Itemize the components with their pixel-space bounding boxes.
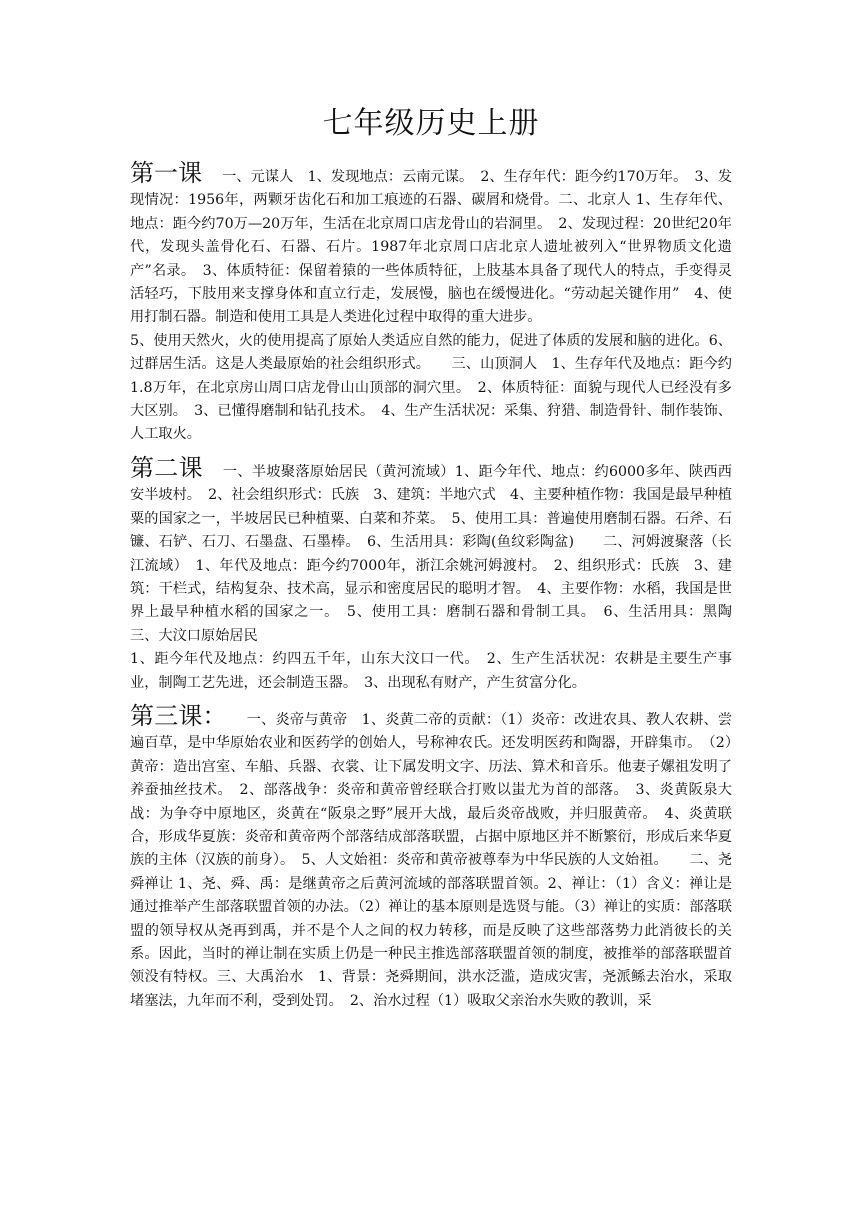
- document-page: [130, 100, 761, 1019]
- lesson-2-paragraph-1: [130, 453, 761, 648]
- document-title: 七年级历史上册: [322, 106, 540, 141]
- lesson-3: [130, 701, 732, 1013]
- lesson-2-text-1: 一、半坡聚落原始居民（黄河流域）1、距今年代、地点：约6000多年、陕西西安半坡村。 2、社会组织形式：氏族 3、建筑：半地穴式 4、主要种植作物：我国是最早种植粟的国家之一，半坡居民已种植粟、白菜和芥菜。 5、使用工具：普遍使用磨制石器。石斧、石镰、石铲、石刀、石墨盘、石墨棒。 6、生活用具：彩陶(鱼纹彩陶盆) 二、河姆渡聚落（长江流域） 1、年代及地点：距今约7000年，浙江余姚河姆渡村。 2、组织形式：氏族 3、建筑：干栏式，结构复杂、技术高，显示和密度居民的聪明才智。 4、主要作物：水稻，我国是世界上最早种植水稻的国家之一。 5、使用工具：磨制石器和骨制工具。 6、生活用具：黑陶 三、大汶口原始居民: [130, 463, 761, 644]
- lesson-3-heading: 第三课：: [130, 701, 227, 730]
- lesson-1: [130, 158, 732, 447]
- lesson-3-text-1: 一、炎帝与黄帝 1、炎黄二帝的贡献：（1）炎帝：改进农具、教人农耕、尝遍百草，是中华原始农业和医药学的创始人，号称神农氏。还发明医药和陶器，开辟集市。 （2）黄帝：造出宫室、车船、兵器、衣裳、让下属发明文字、历法、算术和音乐。他妻子嫘祖发明了养蚕抽丝技术。 2、部落战争：炎帝和黄帝曾经联合打败以蚩尤为首的部落。 3、炎黄阪泉大战：为争夺中原地区，炎黄在“阪泉之野”展开大战，最后炎帝战败，并归服黄帝。 4、炎黄联合，形成华夏族：炎帝和黄帝两个部落结成部落联盟，占据中原地区并不断繁衍，形成后来华夏族的主体（汉族的前身）。 5、人文始祖：炎帝和黄帝被尊奉为中华民族的人文始祖。 二、尧舜禅让 1、尧、舜、禹：是继黄帝之后黄河流域的部落联盟首领。2、禅让：（1）含义：禅让是通过推举产生部落联盟首领的办法。（2）禅让的基本原则是选贤与能。（3）禅让的实质：部落联盟的领导权从尧再到禹，并不是个人之间的权力转移，而是反映了这些部落势力此消彼长的关系。因此，当时的禅让制在实质上仍是一种民主推选部落联盟首领的制度，被推举的部落联盟首领没有特权。三、大禹治水 1、背景：尧舜期间，洪水泛滥，造成灾害，尧派鲧去治水，采取堵塞法，九年而不利，受到处罚。 2、治水过程（1）吸取父亲治水失败的教训，采: [130, 711, 733, 1009]
- lesson-1-text-2: 5、使用天然火，火的使用提高了原始人类适应自然的能力，促进了体质的发展和脑的进化。6、过群居生活。这是人类最原始的社会组织形式。 三、山顶洞人 1、生存年代及地点：距今约1.8万年，在北京房山周口店龙骨山山顶部的洞穴里。 2、体质特征：面貌与现代人已经没有多大区别。 3、已懂得磨制和钻孔技术。 4、生产生活状况：采集、狩猎、制造骨针、制作装饰、人工取火。: [130, 332, 732, 443]
- lesson-2-text-2: 1、距今年代及地点：约四五千年，山东大汶口一代。 2、生产生活状况：农耕是主要生产事业，制陶工艺先进，还会制造玉器。 3、出现私有财产，产生贫富分化。: [130, 651, 732, 691]
- lesson-1-heading: 第一课: [130, 159, 203, 187]
- lesson-2-heading: 第二课: [130, 453, 203, 482]
- lesson-1-paragraph-1: [130, 158, 732, 330]
- lesson-1-text-1: 一、元谋人 1、发现地点：云南元谋。 2、生存年代：距今约170万年。 3、发现情况：1956年，两颗牙齿化石和加工痕迹的石器、碳屑和烧骨。二、北京人 1、生存年代、地点：距今约70万—20万年，生活在北京周口店龙骨山的岩洞里。 2、发现过程：20世纪20年代，发现头盖骨化石、石器、石片。1987年北京周口店北京人遗址被列入“世界物质文化遗产”名录。 3、体质特征：保留着猿的一些体质特征，上肢基本具备了现代人的特点，手变得灵活轻巧，下肢用来支撑身体和直立行走，发展慢，脑也在缓慢进化。“劳动起关键作用” 4、使用打制石器。制造和使用工具是人类进化过程中取得的重大进步。: [130, 169, 733, 326]
- lesson-3-paragraph-1: [130, 701, 732, 1013]
- lesson-1-paragraph-2: [130, 330, 732, 447]
- lesson-2-paragraph-2: [130, 648, 732, 695]
- lesson-2: [130, 453, 761, 695]
